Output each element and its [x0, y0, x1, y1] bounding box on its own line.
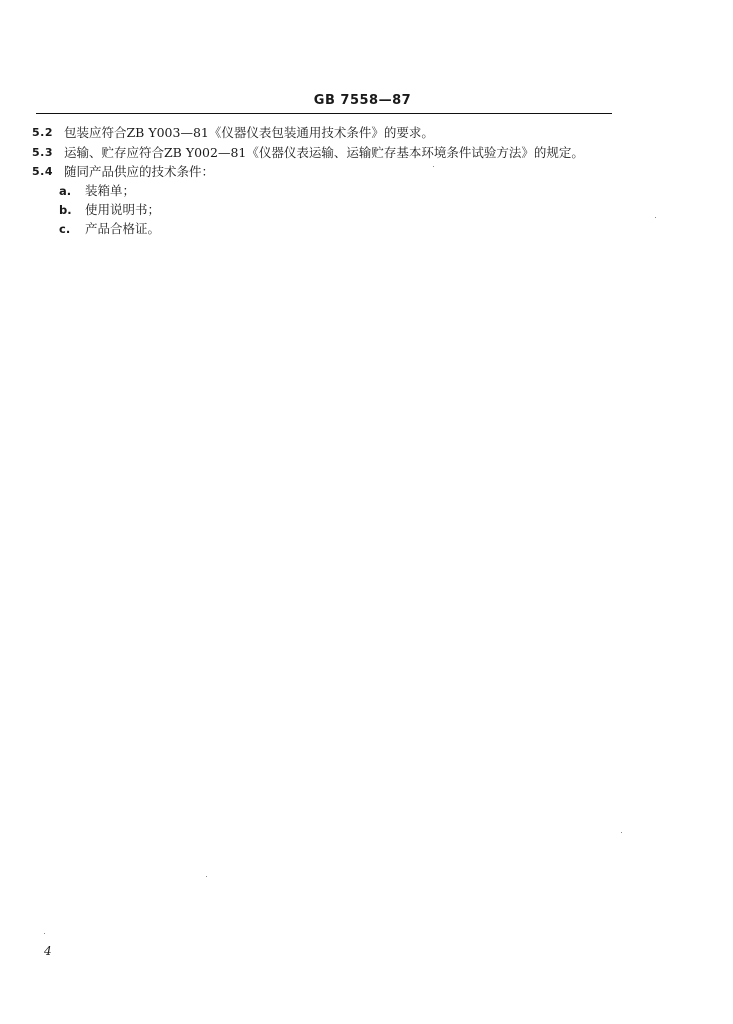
scan-speck — [44, 933, 45, 934]
clause-text: 运输、贮存应符合ZB Y002—81《仪器仪表运输、运输贮存基本环境条件试验方法》的规定。 — [64, 145, 584, 160]
scan-speck — [206, 876, 207, 877]
scan-speck — [655, 217, 656, 218]
list-item-text: 使用说明书； — [85, 202, 161, 217]
clause-number: 5.4 — [32, 165, 53, 178]
list-item-marker: a. — [59, 184, 72, 198]
standard-number: GB 7558—87 — [313, 93, 412, 108]
scan-speck — [621, 832, 622, 833]
clause-number: 5.2 — [32, 126, 53, 139]
list-item-marker: b. — [59, 203, 72, 217]
standard-number-header — [0, 93, 733, 108]
scan-speck — [433, 166, 434, 167]
page-number: 4 — [44, 944, 52, 958]
list-item-marker: c. — [59, 222, 71, 236]
clause-number: 5.3 — [32, 146, 53, 159]
clause-text: 包装应符合ZB Y003—81《仪器仪表包装通用技术条件》的要求。 — [64, 125, 434, 140]
list-item-text: 装箱单； — [85, 183, 136, 198]
list-item-text: 产品合格证。 — [85, 221, 161, 236]
header-rule — [36, 113, 612, 114]
clause-text: 随同产品供应的技术条件： — [64, 164, 215, 179]
